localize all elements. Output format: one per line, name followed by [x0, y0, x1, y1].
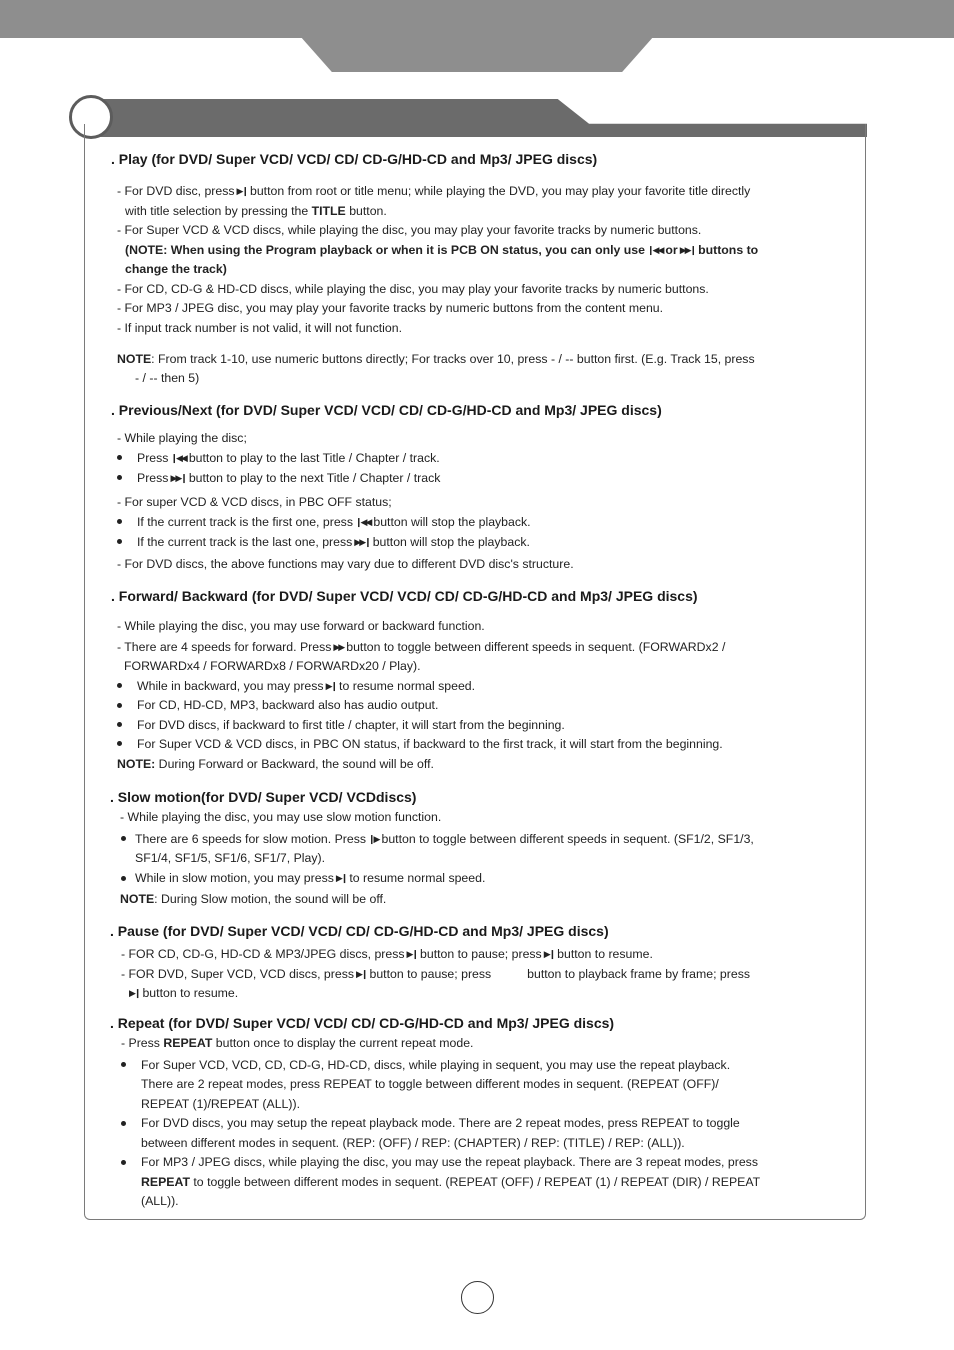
- play-pause-icon: ▶❙: [543, 949, 555, 959]
- bullet: [117, 455, 122, 460]
- pause-line: ▶❙ button to resume.: [129, 986, 239, 1000]
- slow-line: - While playing the disc, you may use slow motion function.: [120, 810, 442, 824]
- repeat-line: - Press REPEAT button once to display the current repeat mode.: [121, 1036, 474, 1050]
- prevnext-heading: . Previous/Next (for DVD/ Super VCD/ VCD/ CD/ CD-G/HD-CD and Mp3/ JPEG discs): [111, 402, 662, 418]
- forward-bullet: While in backward, you may press ▶❙ to resume normal speed.: [137, 679, 476, 693]
- page-number-circle: [461, 1281, 494, 1314]
- repeat-bullet: For Super VCD, VCD, CD, CD-G, HD-CD, discs, while playing in sequent, you may use the repeat playback.: [141, 1058, 731, 1072]
- bullet: [117, 741, 122, 746]
- fast-forward-icon: ▶▶: [333, 642, 344, 652]
- previous-icon: ❙◀◀: [354, 517, 371, 527]
- play-note-bold: change the track): [125, 262, 227, 276]
- play-note-bold: (NOTE: When using the Program playback or when it is PCB ON status, you can only use ❙◀◀ or ▶▶❙ buttons to: [125, 243, 759, 257]
- repeat-bullet: REPEAT to toggle between different modes in sequent. (REPEAT (OFF) / REPEAT (1) / REPEAT (DIR) / REPEAT: [141, 1175, 761, 1189]
- forward-line: - While playing the disc, you may use forward or backward function.: [117, 619, 485, 633]
- forward-line: FORWARDx4 / FORWARDx8 / FORWARDx20 / Play).: [124, 659, 421, 673]
- next-icon: ▶▶❙: [170, 473, 186, 483]
- prevnext-bullet: Press ❙◀◀ button to play to the last Title / Chapter / track.: [137, 451, 440, 465]
- forward-note: NOTE: During Forward or Backward, the sound will be off.: [117, 757, 434, 771]
- play-pause-icon: ▶❙: [129, 988, 140, 998]
- play-note: NOTE: From track 1-10, use numeric buttons directly; For tracks over 10, press - / -- button first. (E.g. Track 15, press: [117, 352, 755, 366]
- slow-bullet: There are 6 speeds for slow motion. Press ❙▶ button to toggle between different speeds in sequent. (SF1/2, SF1/3,: [135, 832, 754, 846]
- forward-bullet: For Super VCD & VCD discs, in PBC ON status, if backward to the first track, it will start from the beginning.: [137, 737, 723, 751]
- bullet: [117, 519, 122, 524]
- play-pause-icon: ▶❙: [406, 949, 418, 959]
- slow-motion-icon: ❙▶: [368, 834, 379, 844]
- pause-line: - FOR CD, CD-G, HD-CD & MP3/JPEG discs, press ▶❙ button to pause; press ▶❙ button to resume.: [121, 947, 653, 961]
- bullet: [117, 683, 122, 688]
- bullet: [117, 475, 122, 480]
- bullet: [117, 539, 122, 544]
- previous-icon: ❙◀◀: [646, 245, 663, 255]
- play-pause-icon: ▶❙: [236, 186, 247, 196]
- slow-heading: . Slow motion(for DVD/ Super VCD/ VCDdiscs): [110, 789, 417, 805]
- bullet: [121, 836, 126, 841]
- bullet: [121, 1062, 126, 1067]
- repeat-bullet: For MP3 / JPEG discs, while playing the disc, you may use the repeat playback. There are 3 repeat modes, press: [141, 1155, 758, 1169]
- bullet: [117, 703, 122, 708]
- play-line: with title selection by pressing the TITLE button.: [125, 204, 387, 218]
- play-heading: . Play (for DVD/ Super VCD/ VCD/ CD/ CD-G/HD-CD and Mp3/ JPEG discs): [111, 151, 598, 167]
- forward-heading: . Forward/ Backward (for DVD/ Super VCD/ VCD/ CD/ CD-G/HD-CD and Mp3/ JPEG discs): [111, 588, 698, 604]
- play-line: - For Super VCD & VCD discs, while playing the disc, you may play your favorite tracks by numeric buttons.: [117, 223, 702, 237]
- prevnext-line: - For DVD discs, the above functions may vary due to different DVD disc's structure.: [117, 557, 574, 571]
- pause-line: - FOR DVD, Super VCD, VCD discs, press ▶❙ button to pause; press button to playback frame by frame; press: [121, 967, 750, 981]
- prevnext-bullet: If the current track is the last one, press ▶▶❙ button will stop the playback.: [137, 535, 530, 549]
- previous-icon: ❙◀◀: [170, 453, 186, 463]
- bullet: [121, 1160, 126, 1165]
- play-line: - For DVD disc, press ▶❙ button from root or title menu; while playing the DVD, you may play your favorite title directly: [117, 184, 751, 198]
- forward-line: - There are 4 speeds for forward. Press ▶▶ button to toggle between different speeds in sequent. (FORWARDx2 /: [117, 640, 726, 654]
- bullet: [121, 876, 126, 881]
- top-header-tab: [300, 36, 654, 72]
- repeat-bullet: There are 2 repeat modes, press REPEAT to toggle between different modes in sequent. (REPEAT (OFF)/: [141, 1077, 719, 1091]
- play-pause-icon: ▶❙: [356, 969, 367, 979]
- next-icon: ▶▶❙: [354, 537, 370, 547]
- play-note: - / -- then 5): [135, 371, 200, 385]
- forward-bullet: For DVD discs, if backward to first title / chapter, it will start from the beginning.: [137, 718, 565, 732]
- pause-heading: . Pause (for DVD/ Super VCD/ VCD/ CD/ CD-G/HD-CD and Mp3/ JPEG discs): [110, 923, 609, 939]
- slow-bullet: SF1/4, SF1/5, SF1/6, SF1/7, Play).: [135, 851, 325, 865]
- forward-bullet: For CD, HD-CD, MP3, backward also has audio output.: [137, 698, 439, 712]
- repeat-heading: . Repeat (for DVD/ Super VCD/ VCD/ CD/ CD-G/HD-CD and Mp3/ JPEG discs): [110, 1015, 615, 1031]
- bullet: [121, 1121, 126, 1126]
- repeat-bullet: REPEAT (1)/REPEAT (ALL)).: [141, 1097, 300, 1111]
- play-line: - If input track number is not valid, it will not function.: [117, 321, 403, 335]
- slow-note: NOTE: During Slow motion, the sound will be off.: [120, 892, 387, 906]
- prevnext-bullet: Press ▶▶❙ button to play to the next Title / Chapter / track: [137, 471, 441, 485]
- repeat-bullet: between different modes in sequent. (REP: (OFF) / REP: (CHAPTER) / REP: (TITLE) / REP: (ALL)).: [141, 1136, 685, 1150]
- repeat-bullet: For DVD discs, you may setup the repeat playback mode. There are 2 repeat modes, press REPEAT to toggle: [141, 1116, 740, 1130]
- next-icon: ▶▶❙: [679, 245, 696, 255]
- play-line: - For MP3 / JPEG disc, you may play your favorite tracks by numeric buttons from the content menu.: [117, 301, 664, 315]
- bullet: [117, 722, 122, 727]
- slow-bullet: While in slow motion, you may press ▶❙ to resume normal speed.: [135, 871, 486, 885]
- repeat-bullet: (ALL)).: [141, 1194, 179, 1208]
- prevnext-bullet: If the current track is the first one, press ❙◀◀ button will stop the playback.: [137, 515, 531, 529]
- play-line: - For CD, CD-G & HD-CD discs, while playing the disc, you may play your favorite tracks by numeric buttons.: [117, 282, 709, 296]
- play-pause-icon: ▶❙: [325, 681, 337, 691]
- top-header-band: [0, 0, 954, 38]
- prevnext-line: - For super VCD & VCD discs, in PBC OFF status;: [117, 495, 392, 509]
- prevnext-line: - While playing the disc;: [117, 431, 247, 445]
- play-pause-icon: ▶❙: [335, 873, 347, 883]
